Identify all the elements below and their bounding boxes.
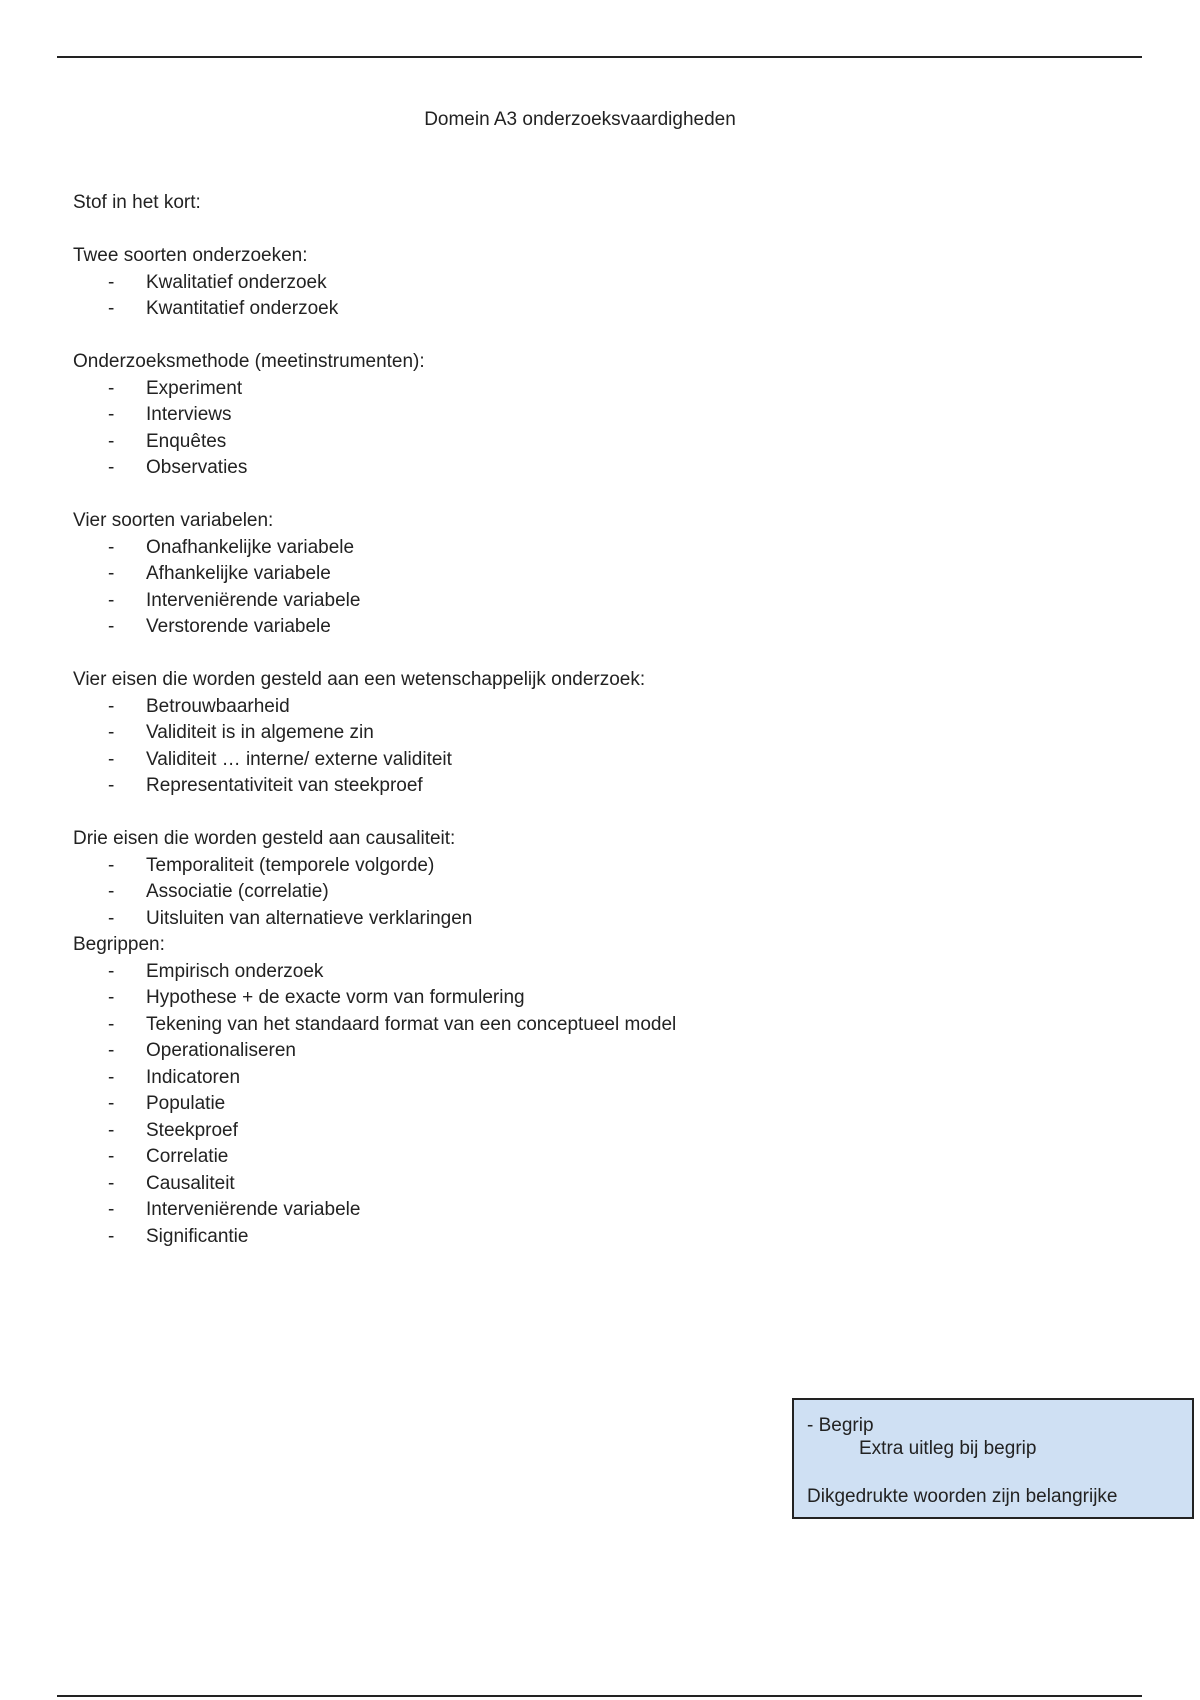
- list-item: - Afhankelijke variabele: [73, 561, 873, 588]
- list-item: - Onafhankelijke variabele: [73, 535, 873, 562]
- legend-line-uitleg: Extra uitleg bij begrip: [859, 1438, 1037, 1459]
- section-heading: Vier soorten variabelen:: [73, 510, 274, 531]
- page-title: Domein A3 onderzoeksvaardigheden: [424, 109, 736, 130]
- bullet-dash: -: [108, 748, 115, 770]
- bullet-dash: -: [108, 563, 115, 584]
- list-item: - Associatie (correlatie): [73, 879, 873, 906]
- legend-box: [792, 1398, 1194, 1519]
- list-item: - Operationaliseren: [73, 1038, 873, 1065]
- section-heading: Begrippen:: [73, 934, 165, 955]
- bullet-dash: -: [108, 907, 115, 929]
- bullet-dash: -: [108, 404, 115, 425]
- list-item: - Uitsluiten van alternatieve verklaringen: [73, 906, 873, 933]
- document-body: [73, 190, 873, 1250]
- legend-line-begrip: - Begrip: [807, 1415, 874, 1436]
- list-item: - Representativiteit van steekproef: [73, 773, 873, 800]
- list-item: - Steekproef: [73, 1118, 873, 1145]
- section-heading: Drie eisen die worden gesteld aan causaliteit:: [73, 828, 456, 849]
- bullet-dash: -: [108, 589, 115, 611]
- bullet-dash: -: [108, 377, 115, 399]
- list-item: - Interveniërende variabele: [73, 588, 873, 615]
- list-item: - Interveniërende variabele: [73, 1197, 873, 1224]
- list-item: - Significantie: [73, 1224, 873, 1251]
- top-rule: [57, 56, 1142, 58]
- section-heading: Twee soorten onderzoeken:: [73, 245, 308, 266]
- list-item: - Tekening van het standaard format van een conceptueel model: [73, 1012, 873, 1039]
- bullet-dash: -: [108, 616, 115, 637]
- bottom-rule: [57, 1695, 1142, 1697]
- bullet-dash: -: [108, 695, 115, 717]
- bullet-dash: -: [108, 775, 115, 796]
- intro-text: Stof in het kort:: [73, 192, 201, 213]
- list-item: - Validiteit … interne/ externe validiteit: [73, 747, 873, 774]
- list-item: - Hypothese + de exacte vorm van formulering: [73, 985, 873, 1012]
- bullet-dash: -: [108, 1199, 115, 1220]
- list-item: - Verstorende variabele: [73, 614, 873, 641]
- bullet-dash: -: [108, 536, 115, 558]
- list-item: - Indicatoren: [73, 1065, 873, 1092]
- section-heading: Vier eisen die worden gesteld aan een wetenschappelijk onderzoek:: [73, 669, 646, 690]
- list-item: - Kwantitatief onderzoek: [73, 296, 873, 323]
- list-item: - Interviews: [73, 402, 873, 429]
- bullet-dash: -: [108, 457, 115, 478]
- bullet-dash: -: [108, 1172, 115, 1194]
- list-item: - Causaliteit: [73, 1171, 873, 1198]
- list-item: - Temporaliteit (temporele volgorde): [73, 853, 873, 880]
- list-item: - Kwalitatief onderzoek: [73, 270, 873, 297]
- list-item: - Validiteit is in algemene zin: [73, 720, 873, 747]
- list-item: - Correlatie: [73, 1144, 873, 1171]
- bullet-dash: -: [108, 854, 115, 876]
- bullet-dash: -: [108, 1146, 115, 1167]
- list-item: - Experiment: [73, 376, 873, 403]
- bullet-dash: -: [108, 1013, 115, 1035]
- bullet-dash: -: [108, 722, 115, 743]
- list-item: - Betrouwbaarheid: [73, 694, 873, 721]
- bullet-dash: -: [108, 987, 115, 1008]
- list-item: - Empirisch onderzoek: [73, 959, 873, 986]
- bullet-dash: -: [108, 881, 115, 902]
- bullet-dash: -: [108, 1225, 115, 1247]
- bullet-dash: -: [108, 1119, 115, 1141]
- bullet-dash: -: [108, 298, 115, 319]
- bullet-dash: -: [108, 960, 115, 982]
- bullet-dash: -: [108, 1040, 115, 1061]
- bullet-dash: -: [108, 271, 115, 293]
- bullet-dash: -: [108, 1093, 115, 1114]
- list-item: - Observaties: [73, 455, 873, 482]
- list-item: - Enquêtes: [73, 429, 873, 456]
- section-heading: Onderzoeksmethode (meetinstrumenten):: [73, 351, 425, 372]
- bullet-dash: -: [108, 1066, 115, 1088]
- bullet-dash: -: [108, 430, 115, 452]
- list-item: - Populatie: [73, 1091, 873, 1118]
- legend-line-note: Dikgedrukte woorden zijn belangrijke: [807, 1486, 1118, 1507]
